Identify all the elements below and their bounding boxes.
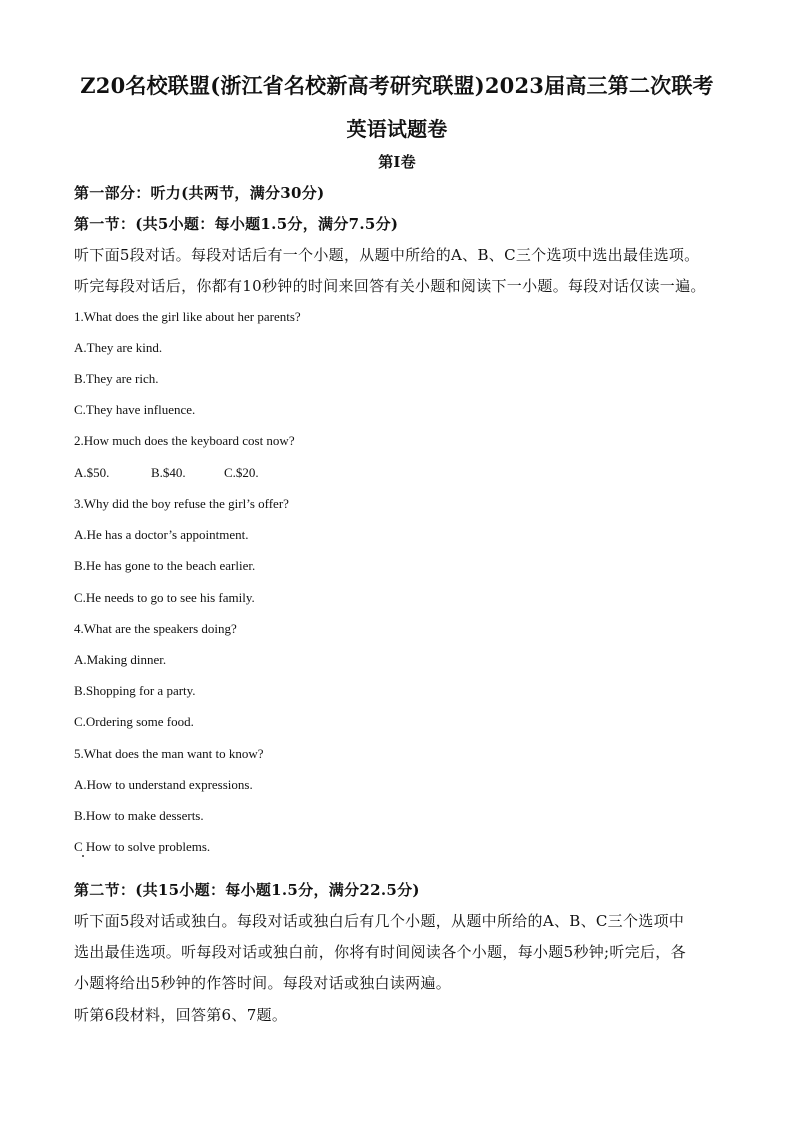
question-3: 3.Why did the boy refuse the girl’s offer? (74, 496, 289, 511)
question-5-option-b: B.How to make desserts. (74, 808, 204, 823)
volume-label: 第I卷 (378, 153, 416, 171)
question-2-option-c: C.$20. (224, 465, 259, 480)
section2-heading: 第二节：(共15小题：每小题1.5分，满分22.5分) (74, 881, 420, 899)
question-4-option-a: A.Making dinner. (74, 652, 167, 667)
question-3-option-c: C.He needs to go to see his family. (74, 590, 255, 605)
exam-title: Z20名校联盟(浙江省名校新高考研究联盟)2023届高三第二次联考 (80, 73, 714, 98)
question-5-option-a: A.How to understand expressions. (74, 777, 253, 792)
question-2-option-b: B.$40. (151, 465, 186, 480)
question-1: 1.What does the girl like about her parents? (74, 309, 301, 324)
question-4: 4.What are the speakers doing? (74, 621, 237, 636)
question-5-option-c: C How to solve problems. (74, 839, 211, 854)
question-4-option-b: B.Shopping for a party. (74, 683, 196, 698)
question-1-option-a: A.They are kind. (74, 340, 163, 355)
question-5: 5.What does the man want to know? (74, 746, 264, 761)
question-2-option-a: A.$50. (74, 465, 110, 480)
question-1-option-c: C.They have influence. (74, 402, 196, 417)
question-3-option-a: A.He has a doctor’s appointment. (74, 527, 249, 542)
question-1-option-b: B.They are rich. (74, 371, 159, 386)
section2-instruction-line2: 选出最佳选项。听每段对话或独白前，你将有时间阅读各个小题，每小题5秒钟;听完后，各 (74, 943, 686, 961)
part1-heading: 第一部分：听力(共两节，满分30分) (74, 184, 325, 202)
section1-heading: 第一节：(共5小题：每小题1.5分，满分7.5分) (74, 215, 399, 233)
question-4-option-c: C.Ordering some food. (74, 714, 194, 729)
section1-instruction-line1: 听下面5段对话。每段对话后有一个小题，从题中所给的A、B、C三个选项中选出最佳选项。 (74, 246, 700, 264)
question-3-option-b: B.He has gone to the beach earlier. (74, 558, 256, 573)
section2-instruction-line3: 小题将给出5秒钟的作答时间。每段对话或独白读两遍。 (74, 974, 452, 992)
section2-instruction-line1: 听下面5段对话或独白。每段对话或独白后有几个小题，从题中所给的A、B、C三个选项中 (74, 912, 685, 930)
stray-dot-mark (82, 855, 84, 857)
section1-instruction-line2: 听完每段对话后，你都有10秒钟的时间来回答有关小题和阅读下一小题。每段对话仅读一遍。 (74, 277, 706, 295)
material-6-note: 听第6段材料，回答第6、7题。 (74, 1006, 288, 1024)
question-2: 2.How much does the keyboard cost now? (74, 433, 295, 448)
exam-subtitle: 英语试题卷 (346, 117, 448, 141)
